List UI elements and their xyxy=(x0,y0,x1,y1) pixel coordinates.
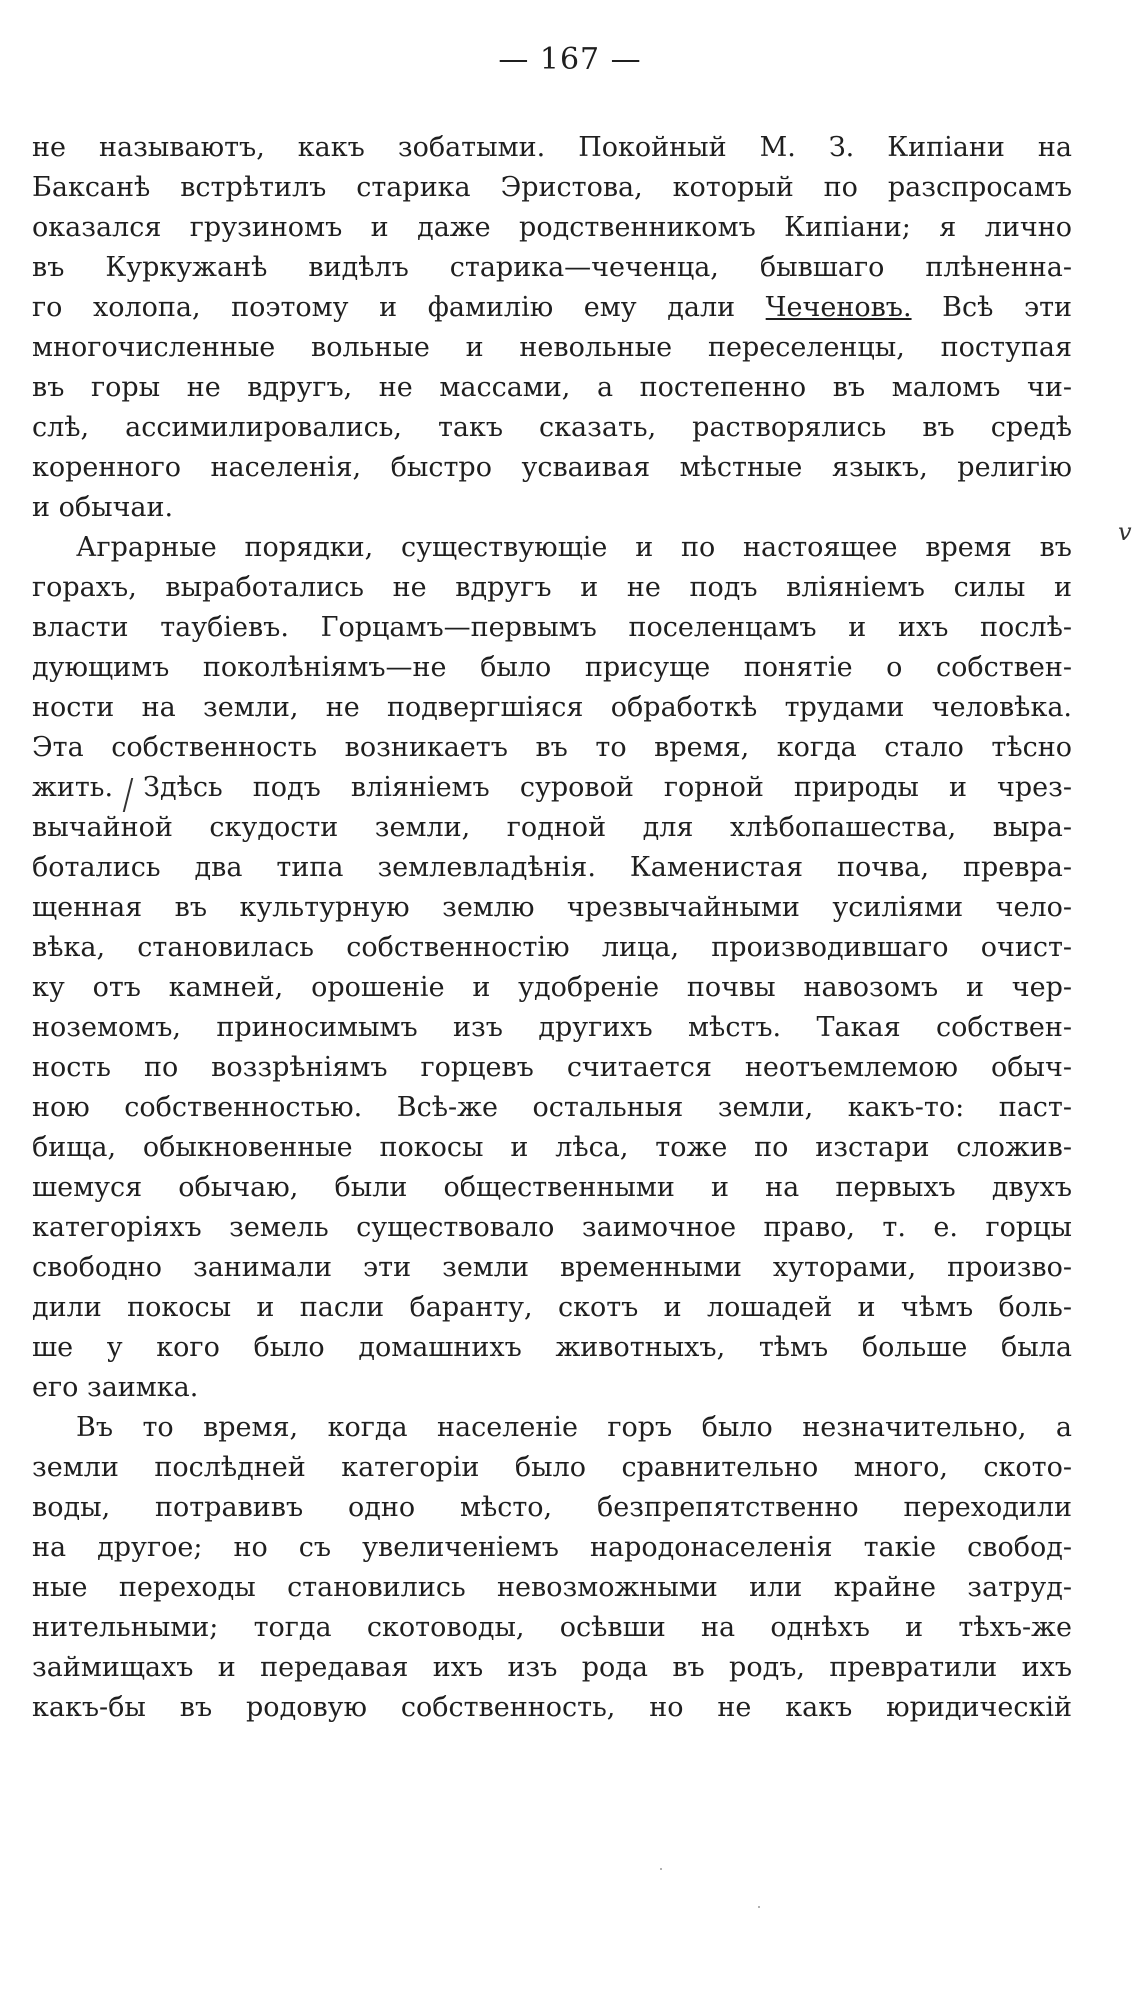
paragraph-line: въ горы не вдругъ, не массами, а постепенно въ маломъ чи- xyxy=(32,372,1072,403)
paragraph-line: воды, потравивъ одно мѣсто, безпрепятственно переходили xyxy=(32,1492,1072,1523)
paragraph-line: дили покосы и пасли баранту, скотъ и лошадей и чѣмъ боль- xyxy=(32,1292,1072,1323)
paragraph-line: ности на земли, не подвергшіяся обработкѣ трудами человѣка. xyxy=(32,692,1072,723)
paragraph-line: жить. Здѣсь подъ вліяніемъ суровой горной природы и чрез- xyxy=(32,772,1072,803)
paragraph-2 xyxy=(32,528,1072,1408)
paragraph-line: и обычаи. xyxy=(32,492,174,523)
paragraph-line: ность по воззрѣніямъ горцевъ считается неотъемлемою обыч- xyxy=(32,1052,1072,1083)
paragraph-line: на другое; но съ увеличеніемъ народонаселенія такіе свобод- xyxy=(32,1532,1072,1563)
paragraph-line: вѣка, становилась собственностію лица, производившаго очист- xyxy=(32,932,1072,963)
paragraph-line: ботались два типа землевладѣнія. Каменистая почва, превра- xyxy=(32,852,1072,883)
paragraph-line: оказался грузиномъ и даже родственникомъ Кипіани; я лично xyxy=(32,212,1072,243)
paragraph-line: щенная въ культурную землю чрезвычайными усиліями чело- xyxy=(32,892,1072,923)
paragraph-line: Баксанѣ встрѣтилъ старика Эристова, который по разспросамъ xyxy=(32,172,1072,203)
margin-check-mark: v xyxy=(1118,518,1132,546)
paper-speck xyxy=(758,1906,760,1908)
paragraph-line: категоріяхъ земель существовало заимочное право, т. е. горцы xyxy=(32,1212,1072,1243)
paragraph-line: ку отъ камней, орошеніе и удобреніе почвы навозомъ и чер- xyxy=(32,972,1072,1003)
paragraph-line: какъ-бы въ родовую собственность, но не какъ юридическій xyxy=(32,1692,1072,1723)
paragraph-line: займищахъ и передавая ихъ изъ рода въ родъ, превратили ихъ xyxy=(32,1652,1072,1683)
paragraph-line: Аграрные порядки, существующіе и по настоящее время въ xyxy=(76,532,1072,563)
paragraph-line: бища, обыкновенные покосы и лѣса, тоже по изстари сложив- xyxy=(32,1132,1072,1163)
paragraph-line: ше у кого было домашнихъ животныхъ, тѣмъ больше была xyxy=(32,1332,1072,1363)
paragraph-line: ноземомъ, приносимымъ изъ другихъ мѣстъ. Такая собствен- xyxy=(32,1012,1072,1043)
paragraph-line: власти таубіевъ. Горцамъ—первымъ поселенцамъ и ихъ послѣ- xyxy=(32,612,1072,643)
paragraph-1 xyxy=(32,128,1072,528)
page-number: — 167 — xyxy=(498,42,642,77)
paper-speck xyxy=(660,1868,662,1870)
paragraph-line: Эта собственность возникаетъ въ то время, когда стало тѣсно xyxy=(32,732,1072,763)
line-tail: Всѣ эти xyxy=(911,292,1072,323)
paragraph-line: земли послѣдней категоріи было сравнительно много, ското- xyxy=(32,1452,1072,1483)
paragraph-line: Въ то время, когда населеніе горъ было незначительно, а xyxy=(76,1412,1072,1443)
paragraph-line: шемуся обычаю, были общественными и на первыхъ двухъ xyxy=(32,1172,1072,1203)
underlined-surname: Чеченовъ. xyxy=(765,292,912,323)
paragraph-line: нительными; тогда скотоводы, осѣвши на однѣхъ и тѣхъ-же xyxy=(32,1612,1072,1643)
paragraph-line: дующимъ поколѣніямъ—не было присуще понятіе о собствен- xyxy=(32,652,1072,683)
paragraph-line: его заимка. xyxy=(32,1372,199,1403)
paragraph-line: слѣ, ассимилировались, такъ сказать, растворялись въ средѣ xyxy=(32,412,1072,443)
paragraph-line: вычайной скудости земли, годной для хлѣбопашества, выра- xyxy=(32,812,1072,843)
paragraph-3 xyxy=(32,1408,1072,1728)
paragraph-line: горахъ, выработались не вдругъ и не подъ вліяніемъ силы и xyxy=(32,572,1072,603)
paragraph-line: въ Куркужанѣ видѣлъ старика—чеченца, бывшаго плѣненна- xyxy=(32,252,1072,283)
paragraph-line: ные переходы становились невозможными или крайне затруд- xyxy=(32,1572,1072,1603)
paragraph-line-with-underline xyxy=(32,288,1072,328)
paragraph-line: коренного населенія, быстро усваивая мѣстные языкъ, религію xyxy=(32,452,1072,483)
line-head: го холопа, поэтому и фамилію ему дали xyxy=(32,292,766,323)
paragraph-line: ною собственностью. Всѣ-же остальныя земли, какъ-то: паст- xyxy=(32,1092,1072,1123)
paragraph-line: свободно занимали эти земли временными хуторами, произво- xyxy=(32,1252,1072,1283)
paragraph-line: не называютъ, какъ зобатыми. Покойный М. З. Кипіани на xyxy=(32,132,1072,163)
paragraph-line: многочисленные вольные и невольные переселенцы, поступая xyxy=(32,332,1072,363)
